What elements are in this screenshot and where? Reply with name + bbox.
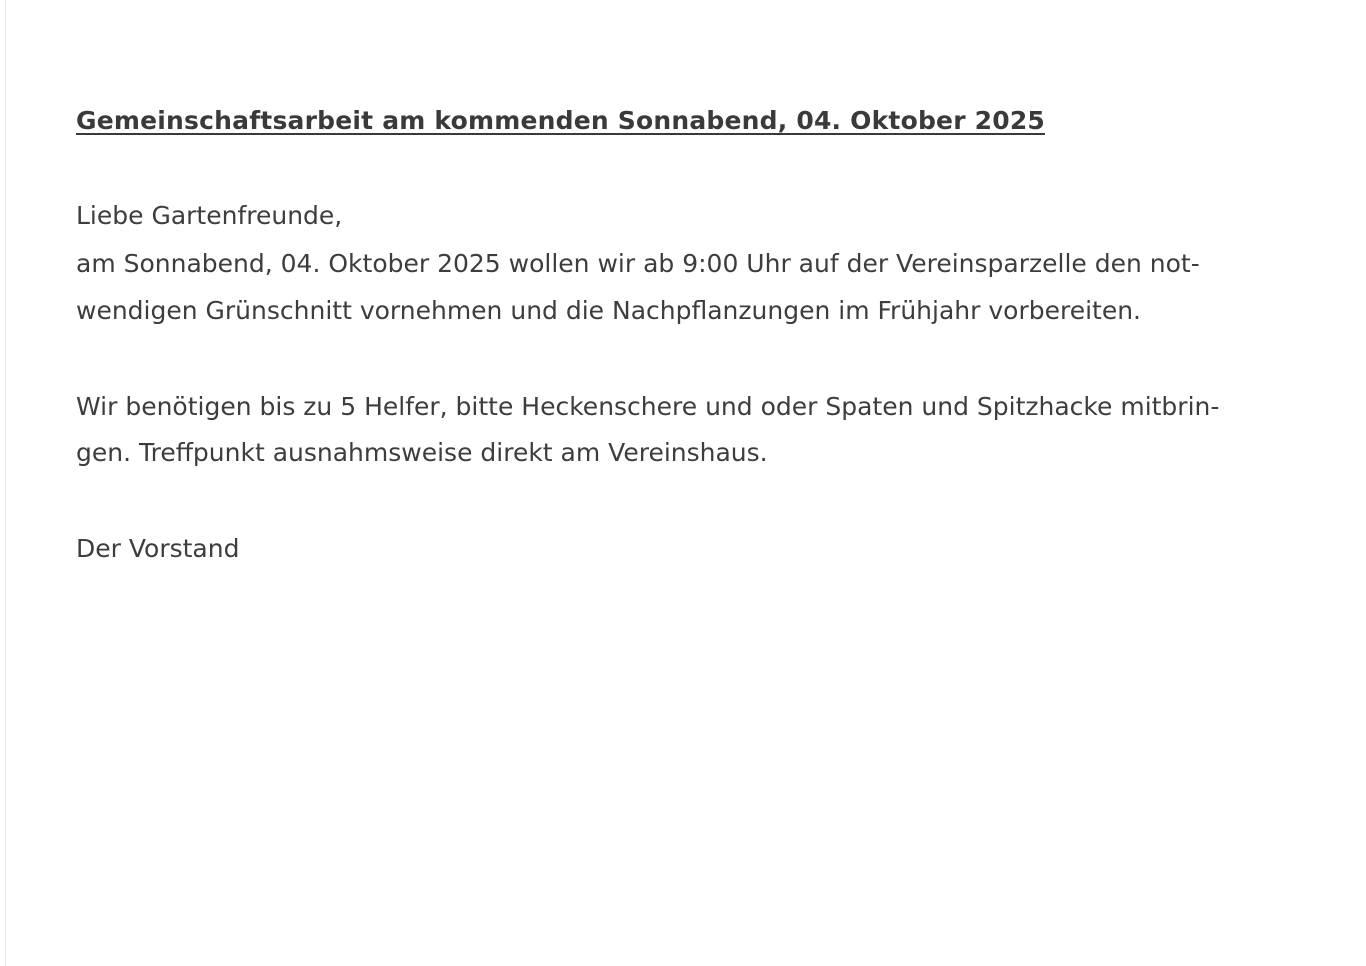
document-title: Gemeinschaftsarbeit am kommenden Sonnabend, 04. Oktober 2025 bbox=[76, 106, 1046, 135]
paragraph-1-line-2: wendigen Grünschnitt vornehmen und die Nachpflanzungen im Frühjahr vorbereiten. bbox=[76, 296, 1142, 325]
paragraph-1-line-1: am Sonnabend, 04. Oktober 2025 wollen wir ab 9:00 Uhr auf der Vereinsparzelle den not- bbox=[76, 249, 1200, 278]
signature: Der Vorstand bbox=[76, 534, 240, 563]
greeting: Liebe Gartenfreunde, bbox=[76, 201, 343, 230]
paragraph-2-line-2: gen. Treffpunkt ausnahmsweise direkt am Vereinshaus. bbox=[76, 438, 768, 467]
paragraph-2-line-1: Wir benötigen bis zu 5 Helfer, bitte Heckenschere und oder Spaten und Spitzhacke mitbrin- bbox=[76, 392, 1220, 421]
